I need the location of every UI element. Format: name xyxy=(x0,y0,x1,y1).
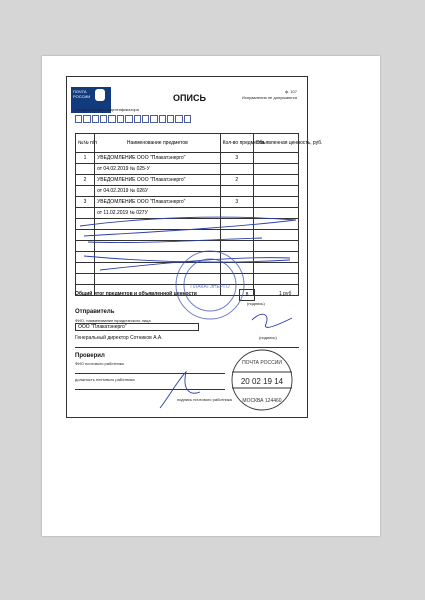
tracking-label: Номер почтового идентификатора xyxy=(75,107,139,112)
postal-fio-line xyxy=(75,373,225,374)
table-row: от 04.02.2019 № 025-У xyxy=(76,164,299,175)
no-corrections-note: Исправления не допускаются xyxy=(242,95,297,100)
table-row: 3 УВЕДОМЛЕНИЕ ООО "Плакатэнерго" 3 xyxy=(76,197,299,208)
header-name: Наименование предметов xyxy=(95,134,221,153)
eagle-emblem-icon xyxy=(95,89,105,101)
total-label: Общий итог предметов и объявленной ценности xyxy=(75,291,197,297)
stamp-bottom-text: МОСКВА 124460 xyxy=(242,398,282,404)
postal-signature-label: подпись почтового работника xyxy=(177,397,232,402)
seal-text: ПЛАКАТЭНЕРГО xyxy=(190,284,230,290)
total-quantity: 8 xyxy=(239,289,255,301)
sender-signature-label-top: (подпись) xyxy=(247,301,265,306)
tracking-number-boxes xyxy=(75,115,191,123)
stamp-top-text: ПОЧТА РОССИИ xyxy=(242,360,282,366)
logo-text: ПОЧТА РОССИИ xyxy=(73,89,91,99)
sender-director: Генеральный директор Сотников А.А. xyxy=(75,335,163,341)
header-num: №№ п/п xyxy=(76,134,95,153)
table-row: от 04.02.2019 № 026У xyxy=(76,186,299,197)
table-row xyxy=(76,263,299,274)
total-sum: 1 руб xyxy=(279,291,292,297)
inventory-form xyxy=(66,76,323,418)
table-row xyxy=(76,274,299,285)
items-table xyxy=(75,133,323,296)
sender-signature-label: (подпись) xyxy=(259,335,277,340)
stamp-date: 20 02 19 14 xyxy=(240,377,284,386)
table-row xyxy=(76,241,299,252)
table-row: от 11.02.2019 № 027У xyxy=(76,208,299,219)
table-row xyxy=(76,219,299,230)
checked-label: Проверил xyxy=(75,353,105,359)
form-number: ф. 107 xyxy=(284,89,297,94)
postal-position-line xyxy=(75,389,225,390)
divider xyxy=(75,347,299,348)
table-row xyxy=(76,252,299,263)
table-row: 2 УВЕДОМЛЕНИЕ ООО "Плакатэнерго" 2 xyxy=(76,175,299,186)
header-qty: Кол-во предметов xyxy=(220,134,253,153)
page-title: ОПИСЬ xyxy=(173,93,206,103)
header-value: Объявленная ценность, руб. xyxy=(253,134,298,153)
table-row: 1 УВЕДОМЛЕНИЕ ООО "Плакатэнерго" 3 xyxy=(76,153,299,164)
postal-fio-label: ФИО почтового работника xyxy=(75,361,124,366)
postal-position-label: должность почтового работника xyxy=(75,377,135,382)
sender-fio-label: ФИО, наименование юридического лица xyxy=(75,318,151,323)
table-row xyxy=(76,230,299,241)
sender-label: Отправитель xyxy=(75,309,115,315)
sender-organization: ООО "Плакатэнерго" xyxy=(75,323,199,331)
